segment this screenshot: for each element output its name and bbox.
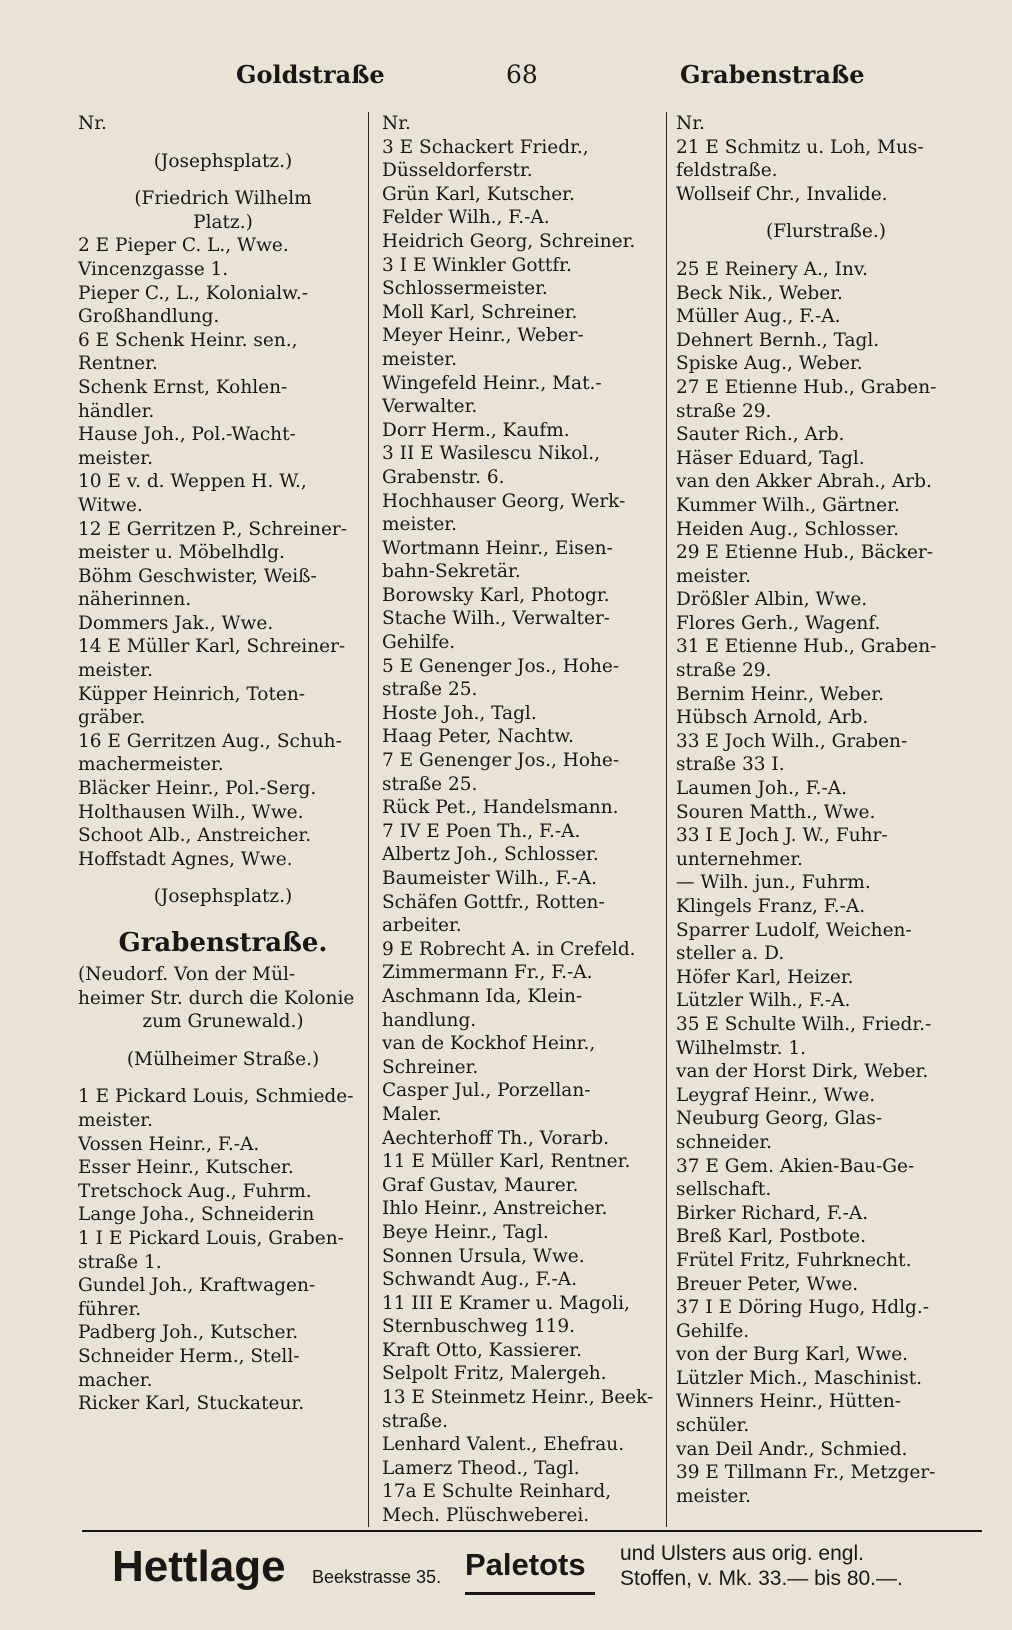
page-header (0, 60, 1012, 100)
directory-line: Lützler Mich., Maschinist. (676, 1367, 923, 1389)
spacer (78, 871, 368, 885)
directory-line: Haag Peter, Nachtw. (382, 726, 574, 748)
directory-line: Verwalter. (382, 396, 478, 418)
section-note: (Mülheimer Straße.) (126, 1048, 320, 1070)
spacer (78, 1071, 368, 1085)
directory-line: 3 II E Wasilescu Nikol., (382, 443, 601, 465)
directory-line: Birker Richard, F.-A. (676, 1202, 869, 1224)
directory-line: Laumen Joh., F.-A. (676, 778, 847, 800)
directory-line: Bernim Heinr., Weber. (676, 683, 884, 705)
directory-line: 25 E Reinery A., Inv. (676, 258, 869, 280)
directory-line: meister. (78, 660, 153, 682)
directory-line: händler. (78, 400, 155, 422)
directory-line: Gehilfe. (382, 632, 456, 654)
directory-line: van der Horst Dirk, Weber. (676, 1061, 929, 1083)
directory-line: Schenk Ernst, Kohlen- (78, 376, 288, 398)
directory-line: Meyer Heinr., Weber- (382, 325, 584, 347)
directory-line: Kummer Wilh., Gärtner. (676, 494, 900, 516)
directory-line: Lamerz Theod., Tagl. (382, 1457, 580, 1479)
directory-line: Rück Pet., Handelsmann. (382, 797, 619, 819)
spacer (78, 173, 368, 187)
directory-line: 39 E Tillmann Fr., Metzger- (676, 1462, 936, 1484)
directory-line: 11 E Müller Karl, Rentner. (382, 1151, 631, 1173)
directory-line: van de Kockhof Heinr., (382, 1033, 596, 1055)
directory-line: 31 E Etienne Hub., Graben- (676, 636, 937, 658)
directory-line: Grün Karl, Kutscher. (382, 183, 575, 205)
directory-line: Holthausen Wilh., Wwe. (78, 801, 304, 823)
directory-line: Hoffstadt Agnes, Wwe. (78, 848, 293, 870)
directory-line: Baumeister Wilh., F.-A. (382, 868, 597, 889)
directory-line: Souren Matth., Wwe. (676, 801, 876, 823)
directory-line: meister u. Möbelhdlg. (78, 542, 285, 564)
directory-line: meister. (676, 565, 751, 587)
directory-line: Ihlo Heinr., Anstreicher. (382, 1198, 608, 1220)
directory-line: straße 25. (382, 773, 478, 795)
directory-line: Casper Jul., Porzellan- (382, 1080, 591, 1102)
directory-line: straße 29. (676, 660, 772, 682)
directory-line: Wollseif Chr., Invalide. (676, 183, 888, 205)
directory-line: sellschaft. (676, 1179, 772, 1201)
directory-line: Pieper C., L., Kolonialw.- (78, 282, 308, 304)
directory-line: Küpper Heinrich, Toten- (78, 683, 305, 705)
directory-line: Drößler Albin, Wwe. (676, 589, 868, 611)
directory-line: Spiske Aug., Weber. (676, 353, 863, 375)
directory-line: 3 E Schackert Friedr., (382, 136, 589, 158)
directory-line: Sternbuschweg 119. (382, 1316, 576, 1338)
directory-line: führer. (78, 1298, 142, 1320)
directory-line: Moll Karl, Schreiner. (382, 301, 578, 323)
directory-line: Breß Karl, Postbote. (676, 1226, 867, 1248)
directory-line: 10 E v. d. Weppen H. W., (78, 471, 307, 493)
directory-line: 37 E Gem. Akien-Bau-Ge- (676, 1155, 915, 1177)
directory-line: straße 33 I. (676, 754, 785, 776)
directory-line: Hoste Joh., Tagl. (382, 702, 537, 724)
directory-line: Graf Gustav, Maurer. (382, 1174, 579, 1196)
section-note: (Friedrich Wilhelm (134, 188, 312, 210)
ad-company-name: Hettlage (112, 1542, 286, 1591)
directory-line: 29 E Etienne Hub., Bäcker- (676, 542, 934, 564)
directory-line: Witwe. (78, 494, 143, 516)
directory-line: von der Burg Karl, Wwe. (676, 1344, 909, 1366)
directory-line: meister. (78, 1109, 153, 1131)
directory-line: Gundel Joh., Kraftwagen- (78, 1275, 316, 1297)
directory-line: steller a. D. (676, 943, 785, 965)
right-street-heading: Grabenstraße (680, 60, 865, 89)
directory-line: schüler. (676, 1415, 750, 1437)
directory-line: handlung. (382, 1009, 477, 1031)
directory-line: Heidrich Georg, Schreiner. (382, 230, 636, 252)
directory-line: Vossen Heinr., F.-A. (78, 1133, 260, 1155)
directory-line: näherinnen. (78, 589, 192, 611)
directory-line: Nr. (676, 113, 705, 134)
directory-line: Stache Wilh., Verwalter- (382, 608, 611, 630)
section-note: Platz.) (193, 211, 253, 233)
directory-line: Maler. (382, 1103, 442, 1125)
column-divider-2 (666, 112, 667, 1527)
directory-line: van Deil Andr., Schmied. (676, 1438, 908, 1460)
directory-line: Aschmann Ida, Klein- (382, 985, 583, 1007)
directory-line: Kraft Otto, Kassierer. (382, 1339, 582, 1361)
directory-line: 5 E Genenger Jos., Hohe- (382, 655, 620, 677)
left-street-heading: Goldstraße (236, 60, 385, 89)
spacer (676, 244, 976, 258)
directory-line: Aechterhoff Th., Vorarb. (382, 1127, 610, 1149)
ad-address: Beekstrasse 35. (312, 1567, 442, 1587)
directory-line: Selpolt Fritz, Malergeh. (382, 1363, 607, 1385)
spacer (78, 909, 368, 923)
directory-line: 11 III E Kramer u. Magoli, (382, 1292, 630, 1314)
directory-line: 9 E Robrecht A. in Crefeld. (382, 938, 636, 960)
directory-line: 14 E Müller Karl, Schreiner- (78, 636, 346, 658)
directory-line: Breuer Peter, Wwe. (676, 1273, 859, 1295)
directory-line: Klingels Franz, F.-A. (676, 896, 866, 917)
directory-line: 17a E Schulte Reinhard, (382, 1481, 612, 1503)
directory-line: Müller Aug., F.-A. (676, 306, 841, 328)
directory-line: Wilhelmstr. 1. (676, 1037, 806, 1059)
section-note: zum Grunewald.) (142, 1011, 304, 1033)
directory-line: Felder Wilh., F.-A. (382, 207, 550, 229)
spacer (78, 1034, 368, 1048)
directory-line: 35 E Schulte Wilh., Friedr.- (676, 1013, 932, 1035)
directory-line: Schäfen Gottfr., Rotten- (382, 891, 605, 913)
directory-line: bahn-Sekretär. (382, 561, 521, 583)
column-1 (78, 112, 368, 1416)
directory-line: 1 I E Pickard Louis, Graben- (78, 1227, 344, 1249)
directory-line: Albertz Joh., Schlosser. (382, 844, 599, 866)
spacer (676, 206, 976, 220)
directory-line: Padberg Joh., Kutscher. (78, 1322, 299, 1344)
directory-line: Großhandlung. (78, 306, 220, 328)
directory-line: Hochhauser Georg, Werk- (382, 490, 626, 512)
directory-line: Böhm Geschwister, Weiß- (78, 565, 317, 587)
directory-line: Wingefeld Heinr., Mat.- (382, 372, 602, 394)
directory-line: Rentner. (78, 353, 158, 375)
ad-description-line-1: und Ulsters aus orig. engl. (620, 1542, 864, 1565)
directory-line: meister. (382, 514, 457, 536)
column-divider-1 (368, 112, 369, 1527)
directory-line: Dommers Jak., Wwe. (78, 612, 274, 634)
directory-line: 3 I E Winkler Gottfr. (382, 254, 572, 276)
directory-line: Hübsch Arnold, Arb. (676, 707, 869, 729)
directory-line: 12 E Gerritzen P., Schreiner- (78, 518, 348, 540)
directory-line: Höfer Karl, Heizer. (676, 966, 854, 988)
directory-line: Beye Heinr., Tagl. (382, 1221, 549, 1243)
directory-line: Neuburg Georg, Glas- (676, 1108, 883, 1130)
directory-line: 33 I E Joch J. W., Fuhr- (676, 825, 888, 847)
advertisement (112, 1542, 992, 1622)
column-2 (382, 112, 672, 1528)
directory-line: arbeiter. (382, 915, 462, 937)
directory-line: meister. (676, 1485, 751, 1507)
directory-line: 13 E Steinmetz Heinr., Beek- (382, 1387, 654, 1409)
directory-line: 7 E Genenger Jos., Hohe- (382, 750, 620, 772)
directory-line: straße 1. (78, 1251, 162, 1273)
directory-line: Nr. (382, 113, 411, 134)
directory-line: Esser Heinr., Kutscher. (78, 1157, 294, 1179)
directory-line: Bläcker Heinr., Pol.-Serg. (78, 778, 317, 800)
directory-line: 1 E Pickard Louis, Schmiede- (78, 1086, 354, 1108)
directory-line: — Wilh. jun., Fuhrm. (676, 872, 871, 894)
directory-line: Hause Joh., Pol.-Wacht- (78, 424, 296, 446)
directory-line: 16 E Gerritzen Aug., Schuh- (78, 730, 342, 752)
directory-line: straße 25. (382, 679, 478, 701)
directory-line: Vincenzgasse 1. (78, 258, 229, 280)
directory-line: 33 E Joch Wilh., Graben- (676, 730, 908, 752)
section-note: (Flurstraße.) (766, 221, 886, 243)
spacer (78, 136, 368, 150)
directory-line: Dorr Herm., Kaufm. (382, 419, 570, 441)
directory-line: macher. (78, 1369, 153, 1391)
directory-line: Schwandt Aug., F.-A. (382, 1269, 577, 1291)
directory-line: Schneider Herm., Stell- (78, 1345, 300, 1367)
ad-product: Paletots (465, 1547, 586, 1582)
directory-line: feldstraße. (676, 160, 778, 182)
section-note: (Josephsplatz.) (153, 886, 293, 908)
directory-line: 37 I E Döring Hugo, Hdlg.- (676, 1297, 930, 1319)
directory-line: heimer Str. durch die Kolonie (78, 987, 355, 1009)
directory-line: van den Akker Abrah., Arb. (676, 471, 932, 493)
directory-line: Lenhard Valent., Ehefrau. (382, 1434, 625, 1456)
directory-line: meister. (382, 348, 457, 370)
directory-line: (Neudorf. Von der Mül- (78, 964, 296, 985)
directory-line: Flores Gerh., Wagenf. (676, 612, 881, 634)
directory-line: 7 IV E Poen Th., F.-A. (382, 820, 581, 842)
directory-line: Lützler Wilh., F.-A. (676, 990, 851, 1012)
directory-line: Nr. (78, 113, 107, 134)
directory-line: Frütel Fritz, Fuhrknecht. (676, 1249, 912, 1271)
directory-line: unternehmer. (676, 848, 804, 870)
directory-line: gräber. (78, 707, 146, 729)
ad-description-line-2: Stoffen, v. Mk. 33.— bis 80.—. (620, 1567, 903, 1590)
directory-line: Dehnert Bernh., Tagl. (676, 329, 880, 351)
footer-rule (82, 1530, 982, 1532)
directory-line: Lange Joha., Schneiderin (78, 1204, 315, 1226)
directory-line: Schreiner. (382, 1056, 479, 1078)
directory-line: machermeister. (78, 754, 224, 776)
directory-line: Winners Heinr., Hütten- (676, 1391, 901, 1413)
page-number: 68 (506, 60, 538, 89)
directory-line: Sonnen Ursula, Wwe. (382, 1245, 585, 1267)
directory-line: Beck Nik., Weber. (676, 282, 843, 304)
directory-line: Borowsky Karl, Photogr. (382, 584, 610, 606)
directory-line: Zimmermann Fr., F.-A. (382, 962, 593, 984)
directory-line: Tretschock Aug., Fuhrm. (78, 1180, 312, 1202)
directory-line: Heiden Aug., Schlosser. (676, 518, 899, 540)
directory-line: 27 E Etienne Hub., Graben- (676, 376, 937, 398)
directory-line: Gehilfe. (676, 1320, 750, 1342)
section-note: (Josephsplatz.) (153, 150, 293, 172)
directory-line: Schoot Alb., Anstreicher. (78, 825, 312, 847)
directory-line: 2 E Pieper C. L., Wwe. (78, 235, 289, 257)
directory-line: straße 29. (676, 400, 772, 422)
directory-line: Ricker Karl, Stuckateur. (78, 1393, 305, 1415)
ad-product-underline (465, 1592, 595, 1595)
directory-line: meister. (78, 447, 153, 469)
directory-line: straße. (382, 1410, 448, 1432)
directory-line: Sparrer Ludolf, Weichen- (676, 919, 912, 941)
column-3 (676, 112, 976, 1508)
directory-line: Leygraf Heinr., Wwe. (676, 1084, 876, 1106)
directory-line: Düsseldorferstr. (382, 160, 533, 182)
directory-line: Grabenstr. 6. (382, 466, 505, 488)
directory-line: Wortmann Heinr., Eisen- (382, 537, 613, 559)
directory-line: Schlossermeister. (382, 278, 548, 300)
section-heading: Grabenstraße. (118, 928, 328, 958)
directory-line: Häser Eduard, Tagl. (676, 447, 865, 469)
directory-line: 6 E Schenk Heinr. sen., (78, 329, 298, 351)
directory-line: Sauter Rich., Arb. (676, 424, 845, 446)
directory-line: schneider. (676, 1131, 773, 1153)
directory-line: 21 E Schmitz u. Loh, Mus- (676, 136, 924, 158)
directory-line: Mech. Plüschweberei. (382, 1505, 590, 1527)
